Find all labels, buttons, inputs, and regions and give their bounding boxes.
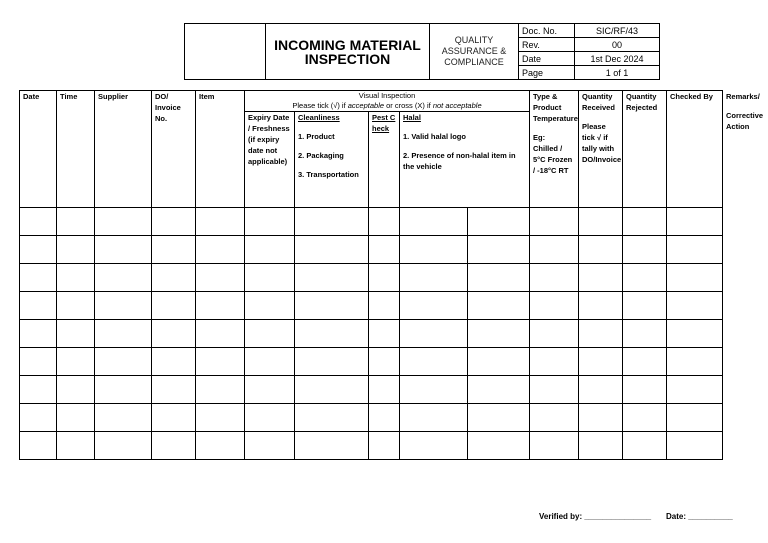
entry-cell[interactable] <box>530 264 579 292</box>
page-value: 1 of 1 <box>575 66 660 80</box>
entry-cell[interactable] <box>245 376 295 404</box>
entry-cell[interactable] <box>152 376 196 404</box>
entry-cell[interactable] <box>57 320 95 348</box>
entry-cell[interactable] <box>369 236 400 264</box>
entry-cell[interactable] <box>20 292 57 320</box>
entry-cell[interactable] <box>196 432 245 460</box>
col-date: Date <box>20 91 57 208</box>
entry-cell[interactable] <box>530 432 579 460</box>
entry-cell[interactable] <box>245 320 295 348</box>
entry-cell[interactable] <box>579 404 623 432</box>
table-row <box>20 376 723 404</box>
department-name: QUALITY ASSURANCE & COMPLIANCE <box>430 24 519 80</box>
entry-cell[interactable] <box>152 264 196 292</box>
entry-cell[interactable] <box>468 208 530 236</box>
entry-cell[interactable] <box>57 264 95 292</box>
entry-cell[interactable] <box>245 432 295 460</box>
entry-cell[interactable] <box>295 320 369 348</box>
entry-cell[interactable] <box>95 320 152 348</box>
entry-cell[interactable] <box>468 376 530 404</box>
entry-cell[interactable] <box>295 432 369 460</box>
entry-cell[interactable] <box>623 208 667 236</box>
entry-cell[interactable] <box>400 292 468 320</box>
entry-cell[interactable] <box>57 348 95 376</box>
entry-cell[interactable] <box>623 292 667 320</box>
col-pest-check: Pest Check <box>369 112 400 208</box>
entry-cell[interactable] <box>295 292 369 320</box>
table-row <box>20 264 723 292</box>
col-do-invoice: DO/ Invoice No. <box>152 91 196 208</box>
entry-cell[interactable] <box>20 404 57 432</box>
entry-cell[interactable] <box>400 264 468 292</box>
verification-date-field[interactable]: Date: __________ <box>666 512 733 521</box>
entry-cell[interactable] <box>245 404 295 432</box>
entry-cell[interactable] <box>667 432 723 460</box>
entry-cell[interactable] <box>369 264 400 292</box>
visual-inspection-title: Visual Inspection <box>358 91 416 100</box>
entry-cell[interactable] <box>20 376 57 404</box>
table-row <box>20 236 723 264</box>
entry-cell[interactable] <box>468 348 530 376</box>
entry-cell[interactable] <box>468 292 530 320</box>
entry-cell[interactable] <box>57 376 95 404</box>
entry-cell[interactable] <box>530 208 579 236</box>
entry-cell[interactable] <box>369 320 400 348</box>
entry-cell[interactable] <box>579 320 623 348</box>
date-value: 1st Dec 2024 <box>575 52 660 66</box>
entry-cell[interactable] <box>295 404 369 432</box>
entry-cell[interactable] <box>623 348 667 376</box>
entry-cell[interactable] <box>20 264 57 292</box>
entry-cell[interactable] <box>530 320 579 348</box>
entry-cell[interactable] <box>400 404 468 432</box>
entry-cell[interactable] <box>579 376 623 404</box>
doc-no-value: SIC/RF/43 <box>575 24 660 38</box>
entry-cell[interactable] <box>667 404 723 432</box>
entry-cell[interactable] <box>400 236 468 264</box>
entry-cell[interactable] <box>152 432 196 460</box>
entry-cell[interactable] <box>57 292 95 320</box>
entry-cell[interactable] <box>152 404 196 432</box>
entry-cell[interactable] <box>152 208 196 236</box>
entry-cell[interactable] <box>369 208 400 236</box>
col-expiry: Expiry Date / Freshness (if expiry date not applicable) <box>245 112 295 208</box>
entry-cell[interactable] <box>400 348 468 376</box>
entry-cell[interactable] <box>623 320 667 348</box>
visual-inspection-instruction: Please tick (√) if acceptable or cross (X) if not acceptable <box>292 101 482 110</box>
col-checked-by: Checked By <box>667 91 723 208</box>
entry-cell[interactable] <box>667 320 723 348</box>
entry-cell[interactable] <box>295 376 369 404</box>
entry-cell[interactable] <box>295 264 369 292</box>
entry-cell[interactable] <box>623 376 667 404</box>
entry-cell[interactable] <box>579 208 623 236</box>
table-row <box>20 404 723 432</box>
entry-cell[interactable] <box>196 320 245 348</box>
inspection-table: Date Time Supplier DO/ Invoice No. Item Visual Inspection Please tick (√) if acceptable or cross (X) if not acceptable Type & Product Temperature Eg: Chilled / 5°C Frozen / -18°C RT Quantity Received Please tick √ if tally with DO/Invoice Quantity Rejected Checked By Remarks/ Corrective Action Expiry Date / Freshness (if expiry date not applicable) Cleanliness 1. Product 2. Packaging 3. Transportation Pest Check Halal 1. Valid halal logo 2. Presence of non-halal item in the vehicle <box>19 90 723 460</box>
col-supplier: Supplier <box>95 91 152 208</box>
entry-cell[interactable] <box>468 264 530 292</box>
entry-cell[interactable] <box>196 376 245 404</box>
table-row <box>20 320 723 348</box>
col-quantity-rejected: Quantity Rejected <box>623 91 667 208</box>
entry-cell[interactable] <box>57 404 95 432</box>
entry-cell[interactable] <box>245 208 295 236</box>
entry-cell[interactable] <box>369 348 400 376</box>
entry-cell[interactable] <box>468 320 530 348</box>
entry-cell[interactable] <box>57 236 95 264</box>
entry-cell[interactable] <box>667 208 723 236</box>
form-title: INCOMING MATERIAL INSPECTION <box>266 24 430 80</box>
logo-cell <box>185 24 266 80</box>
entry-cell[interactable] <box>95 348 152 376</box>
entry-cell[interactable] <box>623 236 667 264</box>
entry-cell[interactable] <box>579 264 623 292</box>
entry-cell[interactable] <box>369 404 400 432</box>
entry-cell[interactable] <box>245 236 295 264</box>
table-row <box>20 432 723 460</box>
entry-cell[interactable] <box>369 376 400 404</box>
page-label: Page <box>519 66 575 80</box>
entry-cell[interactable] <box>667 264 723 292</box>
entry-cell[interactable] <box>667 348 723 376</box>
col-item: Item <box>196 91 245 208</box>
entry-cell[interactable] <box>245 348 295 376</box>
entry-cell[interactable] <box>369 432 400 460</box>
entry-cell[interactable] <box>579 292 623 320</box>
entry-cell[interactable] <box>20 432 57 460</box>
entry-cell[interactable] <box>530 292 579 320</box>
entry-cell[interactable] <box>152 348 196 376</box>
entry-cell[interactable] <box>196 208 245 236</box>
entry-cell[interactable] <box>152 320 196 348</box>
entry-cell[interactable] <box>245 292 295 320</box>
entry-cell[interactable] <box>579 236 623 264</box>
entry-cell[interactable] <box>57 432 95 460</box>
entry-cell[interactable] <box>400 432 468 460</box>
entry-cell[interactable] <box>95 264 152 292</box>
doc-no-label: Doc. No. <box>519 24 575 38</box>
rev-value: 00 <box>575 38 660 52</box>
verified-by-field[interactable]: Verified by: _______________ <box>539 512 652 521</box>
entry-cell[interactable] <box>400 376 468 404</box>
entry-cell[interactable] <box>20 320 57 348</box>
document-header <box>184 23 660 80</box>
entry-cell[interactable] <box>95 376 152 404</box>
entry-cell[interactable] <box>400 208 468 236</box>
entry-cell[interactable] <box>20 348 57 376</box>
col-quantity-received: Quantity Received Please tick √ if tally with DO/Invoice <box>579 91 623 208</box>
entry-cell[interactable] <box>295 348 369 376</box>
table-row <box>20 292 723 320</box>
entry-cell[interactable] <box>530 236 579 264</box>
col-type-temperature: Type & Product Temperature Eg: Chilled / 5°C Frozen / -18°C RT <box>530 91 579 208</box>
table-row <box>20 348 723 376</box>
entry-cell[interactable] <box>95 208 152 236</box>
entry-cell[interactable] <box>196 404 245 432</box>
entry-cell[interactable] <box>667 236 723 264</box>
entry-cell[interactable] <box>95 404 152 432</box>
col-time: Time <box>57 91 95 208</box>
col-halal: Halal 1. Valid halal logo 2. Presence of non-halal item in the vehicle <box>400 112 530 208</box>
visual-inspection-header <box>245 91 530 112</box>
entry-cell[interactable] <box>623 264 667 292</box>
entry-cell[interactable] <box>152 292 196 320</box>
entry-cell[interactable] <box>20 208 57 236</box>
table-row <box>20 208 723 236</box>
entry-cell[interactable] <box>530 404 579 432</box>
entry-cell[interactable] <box>152 236 196 264</box>
entry-cell[interactable] <box>623 404 667 432</box>
entry-cell[interactable] <box>530 348 579 376</box>
entry-cell[interactable] <box>579 348 623 376</box>
col-cleanliness: Cleanliness 1. Product 2. Packaging 3. Transportation <box>295 112 369 208</box>
entry-cell[interactable] <box>196 348 245 376</box>
entry-cell[interactable] <box>623 432 667 460</box>
entry-cell[interactable] <box>530 376 579 404</box>
rev-label: Rev. <box>519 38 575 52</box>
entry-cell[interactable] <box>57 208 95 236</box>
entry-cell[interactable] <box>468 432 530 460</box>
entry-cell[interactable] <box>245 264 295 292</box>
entry-cell[interactable] <box>95 292 152 320</box>
entry-cell[interactable] <box>468 404 530 432</box>
date-label: Date <box>519 52 575 66</box>
entry-cell[interactable] <box>95 432 152 460</box>
entry-cell[interactable] <box>196 264 245 292</box>
entry-cell[interactable] <box>95 236 152 264</box>
entry-cell[interactable] <box>295 208 369 236</box>
entry-cell[interactable] <box>196 236 245 264</box>
entry-cell[interactable] <box>400 320 468 348</box>
entry-cell[interactable] <box>295 236 369 264</box>
entry-cell[interactable] <box>579 432 623 460</box>
entry-cell[interactable] <box>196 292 245 320</box>
entry-cell[interactable] <box>20 236 57 264</box>
entry-cell[interactable] <box>667 292 723 320</box>
entry-cell[interactable] <box>468 236 530 264</box>
entry-cell[interactable] <box>369 292 400 320</box>
entry-cell[interactable] <box>667 376 723 404</box>
